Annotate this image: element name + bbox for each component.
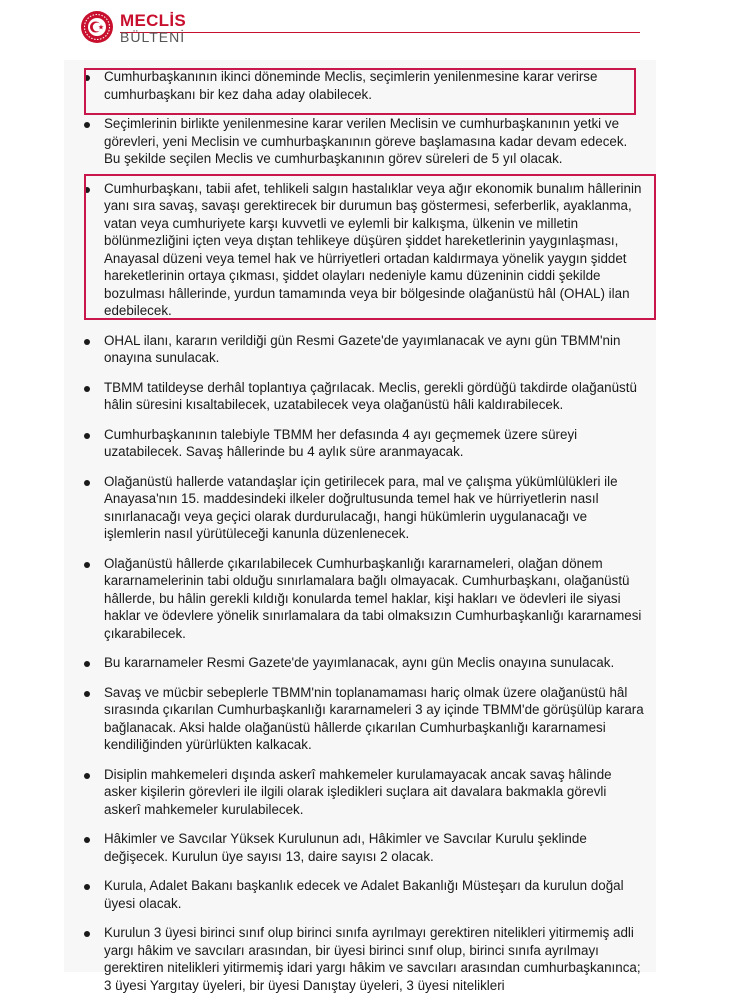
list-item — [76, 684, 646, 754]
bullet-icon — [84, 433, 90, 439]
list-item — [76, 924, 646, 994]
bullet-icon — [84, 75, 90, 81]
list-item — [76, 877, 646, 912]
header-divider — [120, 32, 640, 33]
list-item-text: Kurulun 3 üyesi birinci sınıf olup birinci sınıfa ayrılmayı gerektiren nitelikleri yitirmemiş adli yargı hâkim ve savcıları arasından, bir üyesi birinci sınıf olup, birinci sınıfa ayrılmayı gerektiren nitelikleri yitirmemiş idari yargı hâkim ve savcıları arasından cumhurbaşkanınca; 3 üyesi Yargıtay üyeleri, bir üyesi Danıştay üyeleri, 3 üyesi nitelikleri — [104, 925, 641, 993]
list-item — [76, 68, 646, 103]
list-item-text: Seçimlerinin birlikte yenilenmesine karar verilen Meclisin ve cumhurbaşkanının yetki ve görevleri, yeni Meclisin ve cumhurbaşkanının göreve başlamasına kadar devam edecek. Bu şekilde seçilen Meclis ve cumhurbaşkanının görev süreleri de 5 yıl olacak. — [104, 116, 628, 166]
list-item — [76, 379, 646, 414]
list-item-text: Disiplin mahkemeleri dışında askerî mahkemeler kurulamayacak ancak savaş hâlinde asker kişilerin görevleri ile ilgili olarak işledikleri suçlara ait davalara bakmakla görevli askerî mahkemeler kurulabilecek. — [104, 766, 612, 817]
bullet-icon — [84, 480, 90, 486]
bullet-icon — [84, 122, 90, 128]
list-item-text: Olağanüstü hâllerde çıkarılabilecek Cumhurbaşkanlığı kararnameleri, olağan dönem kararnamelerinin tabi olduğu sınırlamalara bağlı olmayacak. Cumhurbaşkanı, olağanüstü hâllerde, bu hâlin gerekli kıldığı konularda temel haklar, kişi hakları ve ödevleri ile siyasi haklar ve ödevlere yönelik sınırlamalara da tabi olmaksızın Cumhurbaşkanlığı kararnamesi çıkarabilecek. — [104, 555, 642, 641]
list-item-text: OHAL ilanı, kararın verildiği gün Resmi Gazete'de yayımlanacak ve aynı gün TBMM'nin onayına sunulacak. — [104, 332, 621, 365]
bullet-icon — [84, 773, 90, 779]
list-item — [76, 115, 646, 168]
bullet-icon — [84, 931, 90, 937]
bullet-icon — [84, 837, 90, 843]
bullet-icon — [84, 386, 90, 392]
list-item — [76, 473, 646, 543]
list-item — [76, 830, 646, 865]
list-item — [76, 766, 646, 819]
bullet-icon — [84, 661, 90, 667]
list-item-text: Bu kararnameler Resmi Gazete'de yayımlanacak, aynı gün Meclis onayına sunulacak. — [104, 655, 615, 670]
list-item — [76, 332, 646, 367]
list-item-text: Kurula, Adalet Bakanı başkanlık edecek ve Adalet Bakanlığı Müsteşarı da kurulun doğal üyesi olacak. — [104, 878, 624, 911]
publication-subtitle: BÜLTENİ — [120, 29, 186, 45]
tbmm-seal-logo — [80, 10, 114, 44]
list-item-text: Savaş ve mücbir sebeplerle TBMM'nin toplanamaması hariç olmak üzere olağanüstü hâl sırasında çıkarılan Cumhurbaşkanlığı kararnameleri 3 ay içinde TBMM'de görüşülüp karara bağlanacak. Aksi halde olağanüstü hâllerde çıkarılan Cumhurbaşkanlığı kararnamesi kendiliğinden yürürlükten kalkacak. — [104, 684, 644, 752]
list-item — [76, 555, 646, 643]
bullet-icon — [84, 187, 90, 193]
bullet-icon — [84, 339, 90, 345]
list-item-text: TBMM tatildeyse derhâl toplantıya çağrılacak. Meclis, gerekli gördüğü takdirde olağanüstü hâlin süresini kısaltabilecek, uzatabilecek veya olağanüstü hâli kaldırabilecek. — [104, 379, 637, 412]
bullet-list — [76, 68, 646, 1006]
bullet-icon — [84, 884, 90, 890]
bullet-icon — [84, 562, 90, 568]
list-item — [76, 180, 646, 320]
publication-title: MECLİS — [120, 11, 187, 30]
list-item-text: Cumhurbaşkanının ikinci döneminde Meclis, seçimlerin yenilenmesine karar verirse cumhurbaşkanı bir kez daha aday olabilecek. — [104, 69, 598, 102]
list-item — [76, 654, 646, 672]
list-item-text: Cumhurbaşkanı, tabii afet, tehlikeli salgın hastalıklar veya ağır ekonomik bunalım hâllerinin yanı sıra savaş, savaşı gerektirecek bir durumun baş göstermesi, seferberlik, ayaklanma, vatan veya cumhuriyete karşı kuvvetli ve eylemli bir kalkışma, ülkenin ve milletin bölünmezliğini içten veya dıştan tehlikeye düşüren şiddet hareketlerinin yaygınlaşması, Anayasal düzeni veya temel hak ve hürriyetleri ortadan kaldırmaya yönelik yaygın şiddet hareketlerinin ortaya çıkması, şiddet olayları nedeniyle kamu düzeninin ciddi şekilde bozulması hâllerinde, yurdun tamamında veya bir bölgesinde olağanüstü hâl (OHAL) ilan edebilecek. — [104, 180, 642, 318]
list-item-text: Hâkimler ve Savcılar Yüksek Kurulunun adı, Hâkimler ve Savcılar Kurulu şeklinde değişecek. Kurulun üye sayısı 13, daire sayısı 2 olacak. — [104, 831, 587, 864]
list-item-text: Olağanüstü hallerde vatandaşlar için getirilecek para, mal ve çalışma yükümlülükleri ile Anayasa'nın 15. maddesindeki ilkeler doğrultusunda temel hak ve hürriyetlerin nasıl sınırlanacağı veya geçici olarak durdurulacağı, hangi hükümlerin uygulanacağı ve işlemlerin nasıl yürütüleceği kanunla düzenlenecek. — [104, 473, 618, 541]
list-item — [76, 426, 646, 461]
list-item-text: Cumhurbaşkanının talebiyle TBMM her defasında 4 ayı geçmemek üzere süreyi uzatabilecek. Savaş hâllerinde bu 4 aylık süre aranmayacak. — [104, 426, 578, 459]
bullet-icon — [84, 691, 90, 697]
meclis-bulteni-header — [80, 8, 640, 52]
